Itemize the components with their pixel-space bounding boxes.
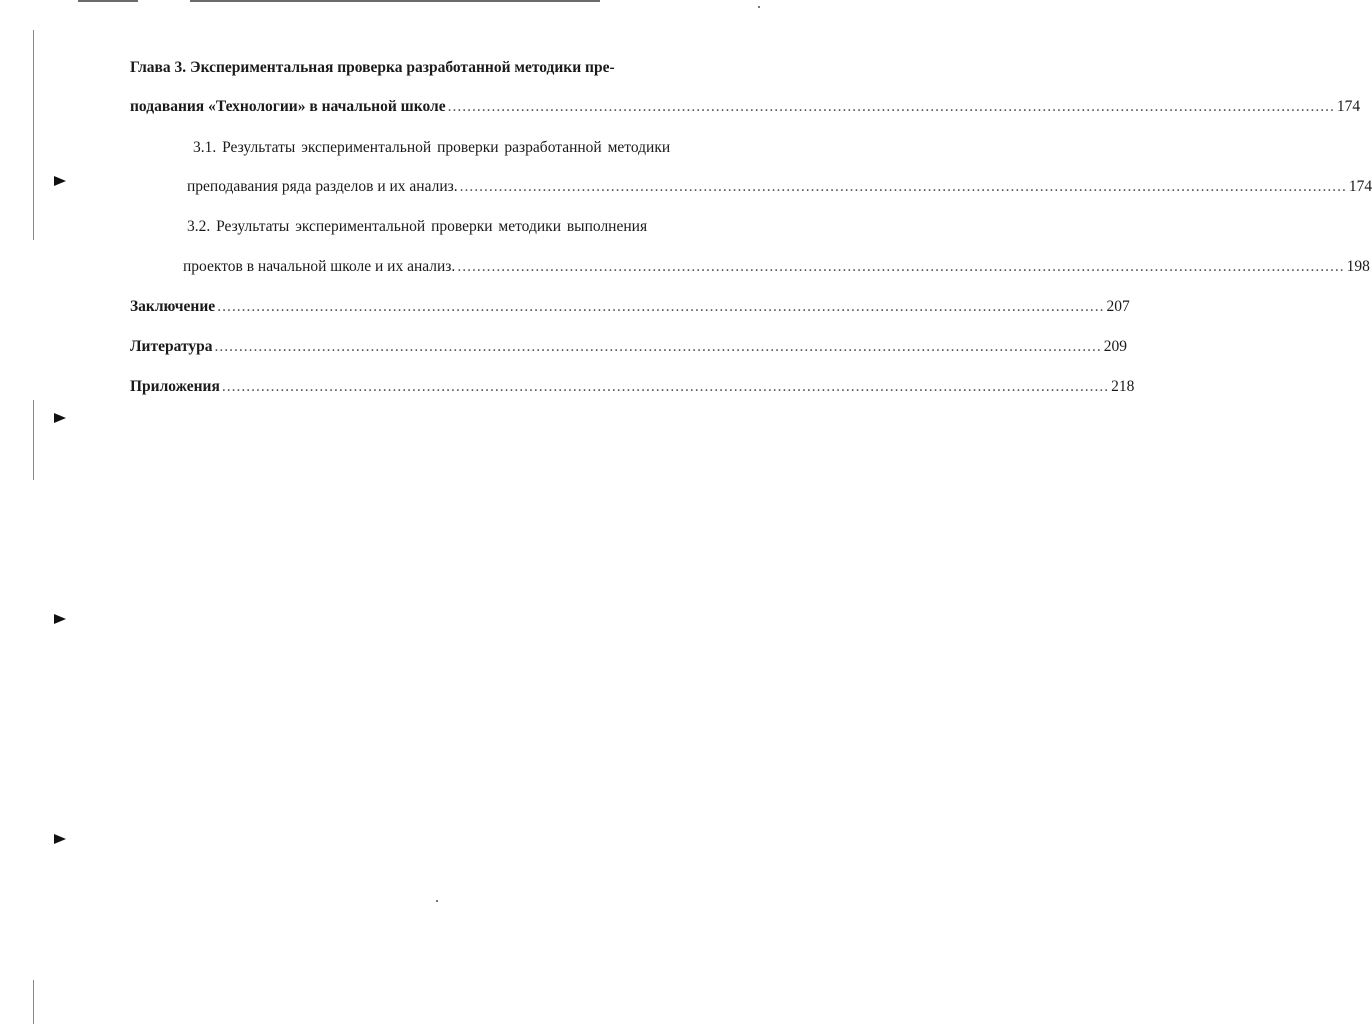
scan-margin-line [33, 400, 34, 480]
toc-appendices [130, 377, 1135, 397]
scan-edge-line [78, 0, 138, 2]
scan-speck [436, 900, 438, 902]
toc-chapter3-line2 [130, 97, 1361, 117]
binding-hole-mark [54, 176, 66, 186]
toc-leader-dots: ...................................................................................................................................................................................... [214, 338, 1102, 355]
toc-leader-dots: ...................................................................................................................................................................................... [221, 378, 1110, 395]
scan-margin-line [33, 30, 34, 240]
toc-chapter3-page: 174 [1336, 98, 1361, 115]
binding-hole-mark [54, 413, 66, 423]
toc-literature [130, 337, 1127, 357]
toc-conclusion [130, 297, 1130, 317]
toc-section-3-1-line2 [187, 177, 1372, 197]
toc-chapter3-title: подавания «Технологии» в начальной школе [130, 98, 446, 115]
toc-section-3-2-line2 [183, 257, 1370, 277]
scan-margin-line [33, 980, 34, 1024]
toc-appendices-title: Приложения [130, 378, 220, 395]
toc-leader-dots: ...................................................................................................................................................................................... [447, 98, 1335, 115]
toc-literature-page: 209 [1103, 338, 1127, 355]
toc-leader-dots: ...................................................................................................................................................................................... [459, 178, 1347, 195]
scan-speck [758, 6, 760, 8]
toc-literature-title: Литература [130, 338, 213, 355]
scan-edge-line [190, 0, 600, 2]
binding-hole-mark [54, 834, 66, 844]
toc-conclusion-page: 207 [1106, 298, 1130, 315]
toc-leader-dots: ...................................................................................................................................................................................... [457, 258, 1345, 275]
toc-section-3-1-page: 174 [1348, 178, 1372, 195]
toc-conclusion-title: Заключение [130, 298, 216, 315]
toc-section-3-2-title: проектов в начальной школе и их анализ. [183, 258, 456, 275]
toc-section-3-1-title: преподавания ряда разделов и их анализ. [187, 178, 458, 195]
toc-chapter3-line1: Глава 3. Экспериментальная проверка разработанной методики пре- [130, 59, 615, 76]
toc-appendices-page: 218 [1111, 378, 1135, 395]
toc-leader-dots: ...................................................................................................................................................................................... [217, 298, 1105, 315]
toc-section-3-2-line1: 3.2. Результаты экспериментальной проверки методики выполнения [187, 218, 648, 235]
toc-section-3-2-page: 198 [1346, 258, 1370, 275]
toc-section-3-1-line1: 3.1. Результаты экспериментальной проверки разработанной методики [193, 139, 671, 156]
binding-hole-mark [54, 614, 66, 624]
